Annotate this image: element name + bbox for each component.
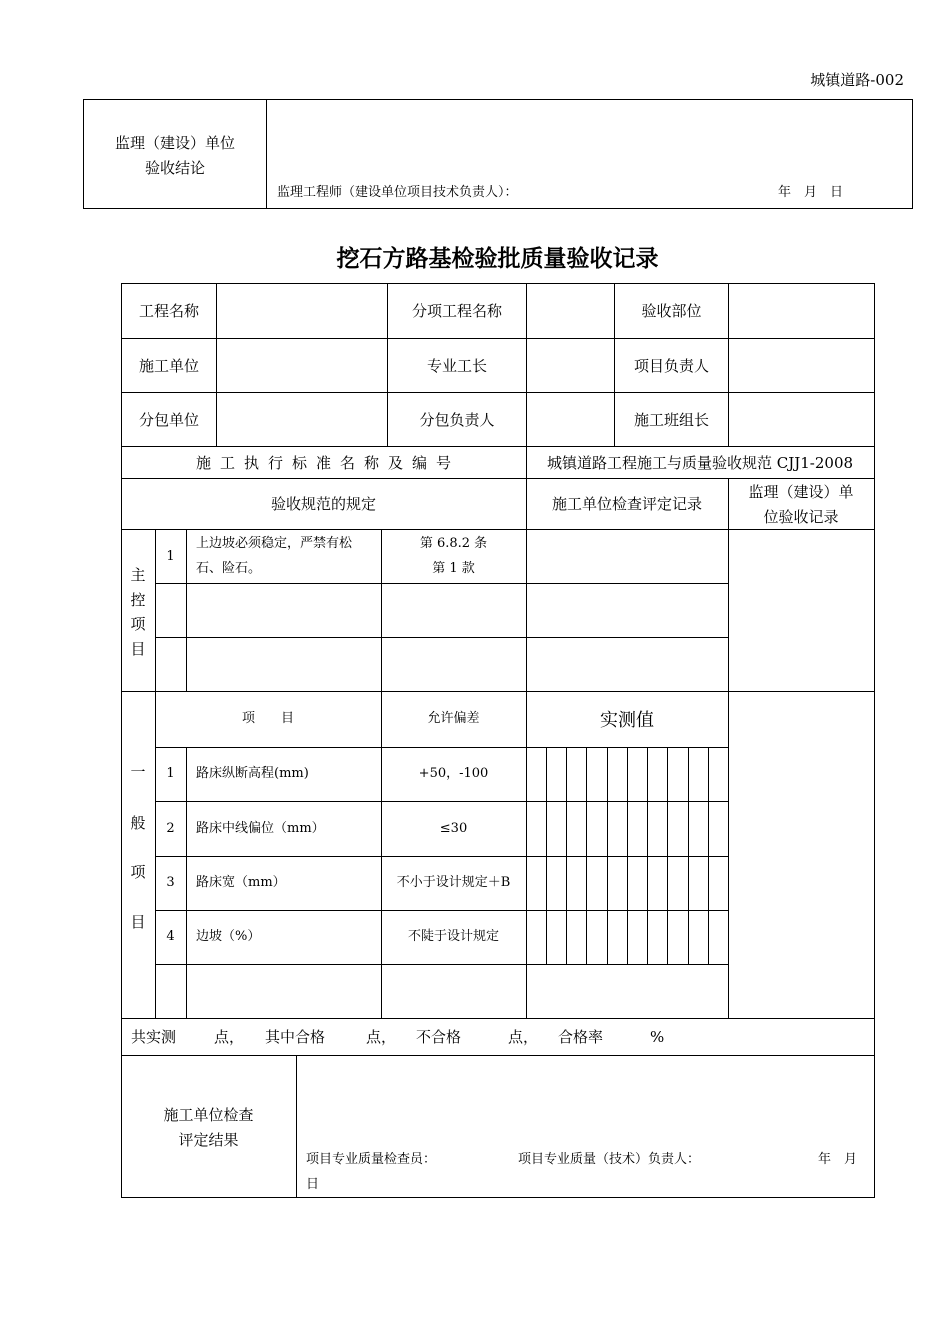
subcontract-leader-label: 分包负责人: [419, 411, 495, 429]
project-name-label: 工程名称: [138, 302, 199, 320]
acceptance-part-label: 验收部位: [641, 302, 702, 320]
spec-column-header: 验收规范的规定: [270, 495, 376, 513]
quality-inspector-line: 项目专业质量检查员：: [306, 1152, 437, 1167]
general-item-tolerance: ≤30: [439, 821, 468, 836]
tolerance-header: 允许偏差: [427, 711, 480, 726]
result-label-line2: 评定结果: [178, 1131, 239, 1149]
general-item-tolerance: 不小于设计规定＋B: [396, 875, 511, 890]
construction-record-header: 施工单位检查评定记录: [551, 495, 702, 513]
general-item-name: 边坡（%）: [196, 929, 261, 944]
summary-failed-label: 不合格: [416, 1028, 462, 1046]
summary-points-2: 点，: [366, 1028, 397, 1046]
general-label-char: 一: [130, 763, 146, 781]
subcontract-unit-label: 分包单位: [138, 411, 199, 429]
foreman-label: 专业工长: [426, 357, 487, 375]
general-item-number: 1: [166, 766, 175, 781]
general-item-number: 4: [166, 929, 175, 944]
summary-points-1: 点，: [214, 1028, 245, 1046]
summary-rate-label: 合格率: [558, 1028, 604, 1046]
main-control-label-char: 目: [130, 640, 146, 658]
general-label-char: 目: [130, 913, 146, 931]
general-label-char: 般: [130, 814, 146, 832]
general-item-number: 2: [166, 821, 175, 836]
main-item-text-line2: 石、险石。: [196, 561, 262, 576]
construction-unit-label: 施工单位: [138, 357, 199, 375]
summary-total-label: 共实测: [131, 1028, 177, 1046]
standard-value: 城镇道路工程施工与质量验收规范 CJJ1-2008: [546, 454, 854, 472]
result-date-line1: 年 月: [818, 1152, 858, 1167]
sub-project-name-label: 分项工程名称: [411, 302, 502, 320]
supervisor-signature-line: 监理工程师（建设单位项目技术负责人）：: [277, 185, 518, 200]
general-item-header: 项 目: [241, 711, 294, 726]
main-control-label-char: 项: [130, 615, 146, 633]
general-item-name: 路床宽（mm）: [196, 875, 286, 890]
supervisor-date: 年 月 日: [778, 185, 844, 200]
supervision-record-header-line2: 位验收记录: [763, 508, 839, 526]
team-leader-label: 施工班组长: [633, 411, 709, 429]
summary-passed-label: 其中合格: [265, 1028, 326, 1046]
general-item-name: 路床中线偏位（mm）: [196, 821, 325, 836]
general-item-number: 3: [166, 875, 175, 890]
main-item-clause-line1: 第 6.8.2 条: [419, 536, 488, 551]
supervision-label-line2: 验收结论: [144, 159, 205, 177]
main-control-label-char: 主: [130, 566, 146, 584]
summary-points-3: 点，: [508, 1028, 539, 1046]
general-item-tolerance: +50，-100: [418, 766, 489, 781]
summary-percent: %: [650, 1028, 665, 1046]
technical-leader-line: 项目专业质量（技术）负责人：: [518, 1152, 701, 1167]
page-title: 挖石方路基检验批质量验收记录: [336, 245, 659, 272]
main-control-label-char: 控: [130, 591, 146, 609]
document-code: 城镇道路-002: [810, 71, 904, 89]
standard-label: 施工执行标准名称及编号: [195, 454, 460, 472]
main-item-number: 1: [166, 549, 175, 564]
main-item-text-line1: 上边坡必须稳定，严禁有松: [196, 536, 353, 551]
supervision-record-header-line1: 监理（建设）单: [748, 483, 854, 501]
supervision-label-line1: 监理（建设）单位: [114, 134, 235, 152]
general-item-name: 路床纵断高程(mm): [196, 766, 309, 781]
result-date-line2: 日: [306, 1177, 320, 1192]
general-label-char: 项: [130, 863, 146, 881]
main-item-clause-line2: 第 1 款: [432, 561, 475, 576]
result-label-line1: 施工单位检查: [163, 1106, 254, 1124]
general-item-tolerance: 不陡于设计规定: [407, 929, 499, 944]
project-leader-label: 项目负责人: [633, 357, 709, 375]
measured-value-header: 实测值: [600, 710, 654, 731]
